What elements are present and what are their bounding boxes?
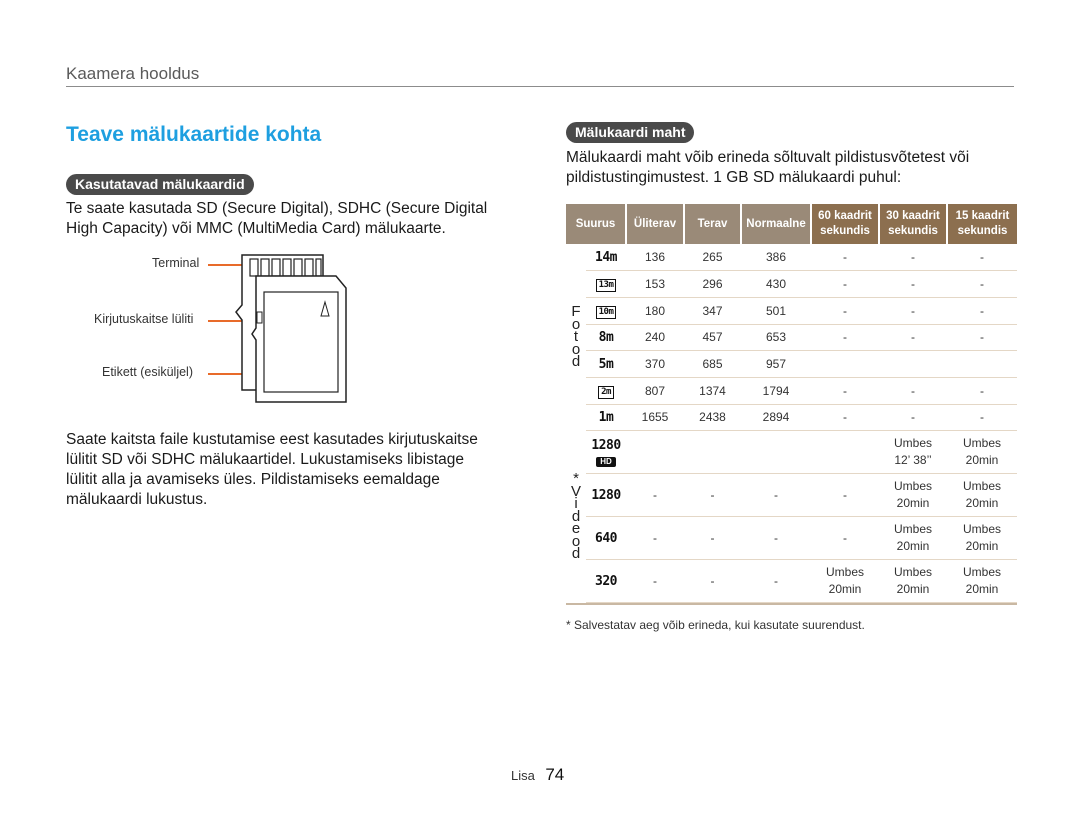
resolution-icon: 320 (595, 573, 617, 589)
table-bottom-rule (566, 603, 1017, 605)
table-cell: 180 (626, 297, 684, 324)
table-cell: 653 (741, 324, 811, 351)
table-cell: - (741, 560, 811, 603)
table-cell: - (811, 271, 879, 298)
photo-row (566, 404, 1017, 431)
table-cell: - (626, 560, 684, 603)
table-cell: Umbes 20min (947, 517, 1017, 560)
resolution-icon: 8m (598, 329, 614, 345)
table-cell: - (684, 560, 741, 603)
footer-label: Lisa (511, 768, 535, 783)
header-rule (66, 86, 1014, 87)
size-icon-cell (586, 517, 626, 560)
page-title: Teave mälukaartide kohta (66, 123, 322, 146)
size-icon-cell (586, 324, 626, 351)
table-cell: Umbes 20min (879, 474, 947, 517)
text-line: lülitit SD või SDHC mälukaartidel. Lukustamiseks libistage (66, 451, 464, 468)
table-cell: Umbes 20min (879, 560, 947, 603)
table-cell: 2438 (684, 404, 741, 431)
supported-cards-text (66, 199, 487, 239)
text-line: mälukaardi lukustus. (66, 491, 208, 508)
table-cell: 386 (741, 244, 811, 271)
resolution-icon: 1m (598, 409, 614, 425)
table-cell: - (879, 271, 947, 298)
table-cell: Umbes 20min (879, 517, 947, 560)
header-15fps: 15 kaadrit sekundis (947, 204, 1017, 244)
table-cell: - (947, 324, 1017, 351)
page-footer (511, 765, 564, 785)
header-60fps: 60 kaadrit sekundis (811, 204, 879, 244)
table-cell: - (684, 474, 741, 517)
size-icon-cell (586, 351, 626, 378)
table-cell: 501 (741, 297, 811, 324)
video-row (566, 474, 1017, 517)
header-normal: Normaalne (741, 204, 811, 244)
capacity-heading: Mälukaardi maht (566, 122, 694, 143)
photo-row (566, 324, 1017, 351)
sd-card-diagram (228, 250, 358, 408)
table-cell: - (947, 377, 1017, 404)
table-cell: - (811, 244, 879, 271)
table-cell: 957 (741, 351, 811, 378)
video-row (566, 431, 1017, 474)
table-cell: - (947, 271, 1017, 298)
table-cell: - (811, 297, 879, 324)
capacity-table (566, 204, 1017, 603)
size-icon-cell (586, 474, 626, 517)
page-number: 74 (545, 765, 565, 784)
table-cell: 1655 (626, 404, 684, 431)
table-cell: Umbes 20min (947, 431, 1017, 474)
label-area-label: Etikett (esiküljel) (102, 365, 193, 379)
table-cell: - (626, 517, 684, 560)
table-cell: 296 (684, 271, 741, 298)
size-icon-cell (586, 560, 626, 603)
table-cell: - (811, 474, 879, 517)
size-icon-cell (586, 297, 626, 324)
size-icon-cell (586, 377, 626, 404)
resolution-icon: 1280 (591, 487, 621, 503)
resolution-icon: 10m (596, 306, 617, 319)
terminal-label: Terminal (152, 256, 200, 270)
table-cell: 685 (684, 351, 741, 378)
table-cell: 265 (684, 244, 741, 271)
table-cell: 457 (684, 324, 741, 351)
header-fine: Terav (684, 204, 741, 244)
table-cell: 1794 (741, 377, 811, 404)
text-line: High Capacity) või MMC (MultiMedia Card) mälukaarte. (66, 220, 446, 237)
size-icon-cell (586, 431, 626, 474)
text-line: Te saate kasutada SD (Secure Digital), SDHC (Secure Digital (66, 200, 488, 217)
table-cell: - (879, 324, 947, 351)
table-cell: Umbes 20min (811, 560, 879, 603)
table-cell: Umbes 12’ 38’’ (879, 431, 947, 474)
table-cell (684, 431, 741, 474)
header-size: Suurus (566, 204, 626, 244)
table-cell: - (879, 297, 947, 324)
lock-switch-text (66, 430, 478, 510)
table-cell: - (811, 517, 879, 560)
table-cell: - (741, 474, 811, 517)
resolution-icon: 5m (598, 356, 614, 372)
resolution-icon: 2m (598, 386, 614, 399)
photo-row (566, 297, 1017, 324)
size-icon-cell (586, 244, 626, 271)
resolution-icon: 1280 (591, 437, 621, 453)
lock-switch-label: Kirjutuskaitse lüliti (94, 312, 194, 326)
resolution-icon: 14m (595, 249, 617, 265)
table-cell: 430 (741, 271, 811, 298)
hd-badge-icon: HD (596, 457, 616, 467)
supported-cards-heading: Kasutatavad mälukaardid (66, 174, 254, 195)
table-cell: - (811, 324, 879, 351)
table-cell: - (879, 377, 947, 404)
table-cell: - (947, 297, 1017, 324)
table-cell: - (626, 474, 684, 517)
table-cell (626, 431, 684, 474)
table-cell (811, 351, 879, 378)
photo-row (566, 351, 1017, 378)
header-30fps: 30 kaadrit sekundis (879, 204, 947, 244)
table-cell: - (879, 404, 947, 431)
table-cell: - (811, 377, 879, 404)
resolution-icon: 13m (596, 279, 617, 292)
photo-row (566, 271, 1017, 298)
table-cell: 370 (626, 351, 684, 378)
table-cell (879, 351, 947, 378)
text-line: Saate kaitsta faile kustutamise eest kasutades kirjutuskaitse (66, 431, 478, 448)
footnote: * Salvestatav aeg võib erineda, kui kasutate suurendust. (566, 618, 865, 632)
resolution-icon: 640 (595, 530, 617, 546)
size-icon-cell (586, 404, 626, 431)
photo-row (566, 244, 1017, 271)
photo-group-label: F o t o d (571, 303, 581, 371)
table-cell: 807 (626, 377, 684, 404)
size-icon-cell (586, 271, 626, 298)
table-cell: 240 (626, 324, 684, 351)
table-cell (811, 431, 879, 474)
table-cell: 153 (626, 271, 684, 298)
table-cell: - (741, 517, 811, 560)
video-row (566, 517, 1017, 560)
table-cell: Umbes 20min (947, 560, 1017, 603)
photo-row (566, 377, 1017, 404)
table-cell: - (947, 244, 1017, 271)
text-line: lülitit alla ja avamiseks üles. Pildistamiseks eemaldage (66, 471, 440, 488)
table-cell: - (684, 517, 741, 560)
capacity-text (566, 148, 969, 188)
section-title: Kaamera hooldus (66, 64, 200, 83)
header-superfine: Üliterav (626, 204, 684, 244)
table-cell: - (879, 244, 947, 271)
text-line: Mälukaardi maht võib erineda sõltuvalt pildistusvõtetest või (566, 149, 970, 166)
table-cell (947, 351, 1017, 378)
table-cell: 2894 (741, 404, 811, 431)
table-cell (741, 431, 811, 474)
table-cell: - (947, 404, 1017, 431)
table-cell: - (811, 404, 879, 431)
table-cell: Umbes 20min (947, 474, 1017, 517)
table-cell: 347 (684, 297, 741, 324)
table-cell: 136 (626, 244, 684, 271)
video-row (566, 560, 1017, 603)
text-line: pildistustingimustest. 1 GB SD mälukaardi puhul: (566, 169, 902, 186)
table-cell: 1374 (684, 377, 741, 404)
video-group-label: * V i d e o d (570, 470, 581, 563)
